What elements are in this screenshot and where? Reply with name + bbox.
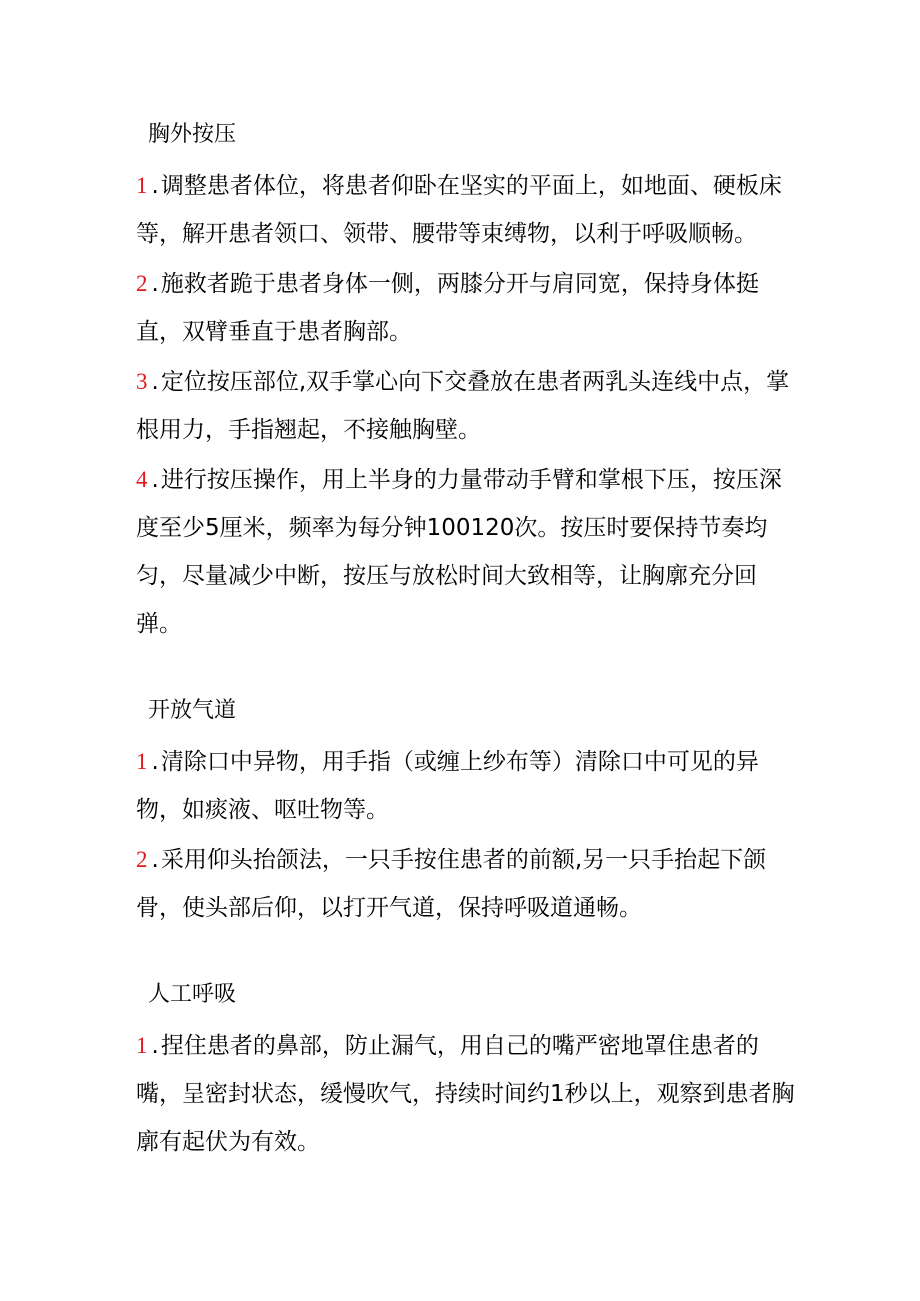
item-separator: .: [151, 467, 159, 493]
item-text: 捏住患者的鼻部，防止漏气，用自己的嘴严密地罩住患者的嘴，呈密封状态，缓慢吹气，持续时间约1秒以上，观察到患者胸廓有起伏为有效。: [136, 1033, 795, 1155]
item-text: 定位按压部位,双手掌心向下交叠放在患者两乳头连线中点，掌根用力，手指翘起，不接触胸壁。: [136, 369, 790, 443]
item-separator: .: [151, 173, 159, 199]
item-number: 2: [136, 847, 148, 872]
item-separator: .: [151, 847, 159, 873]
document-page: [136, 118, 796, 1168]
item-separator: .: [151, 749, 159, 775]
item-text: 采用仰头抬颌法，一只手按住患者的前额,另一只手抬起下颌骨，使头部后仰，以打开气道，保持呼吸道通畅。: [136, 847, 767, 921]
item-number: 3: [136, 369, 148, 394]
list-item: [136, 260, 796, 356]
item-text: 调整患者体位，将患者仰卧在坚实的平面上，如地面、硬板床等，解开患者领口、领带、腰带等束缚物，以利于呼吸顺畅。: [136, 173, 782, 247]
section-rescue-breathing: [136, 978, 796, 1166]
section-heading: 开放气道: [148, 698, 237, 723]
item-separator: .: [151, 369, 159, 395]
item-text: 清除口中异物，用手指（或缠上纱布等）清除口中可见的异物，如痰液、呕吐物等。: [136, 749, 759, 823]
section-heading: 人工呼吸: [148, 982, 237, 1007]
item-separator: .: [151, 271, 159, 297]
item-number: 1: [136, 1033, 148, 1058]
list-item: [136, 456, 796, 648]
item-number: 2: [136, 271, 148, 296]
item-separator: .: [151, 1033, 159, 1059]
list-item: [136, 162, 796, 258]
list-item: [136, 1022, 796, 1166]
section-heading: 胸外按压: [148, 122, 237, 147]
list-item: [136, 738, 796, 834]
item-number: 4: [136, 467, 148, 492]
item-number: 1: [136, 749, 148, 774]
item-text: 施救者跪于患者身体一侧，两膝分开与肩同宽，保持身体挺直，双臂垂直于患者胸部。: [136, 271, 759, 345]
item-text: 进行按压操作，用上半身的力量带动手臂和掌根下压，按压深度至少5厘米，频率为每分钟100120次。按压时要保持节奏均匀，尽量减少中断，按压与放松时间大致相等，让胸廓充分回弹。: [136, 467, 782, 637]
section-open-airway: [136, 694, 796, 932]
item-number: 1: [136, 173, 148, 198]
section-chest-compression: [136, 118, 796, 648]
list-item: [136, 836, 796, 932]
list-item: [136, 358, 796, 454]
